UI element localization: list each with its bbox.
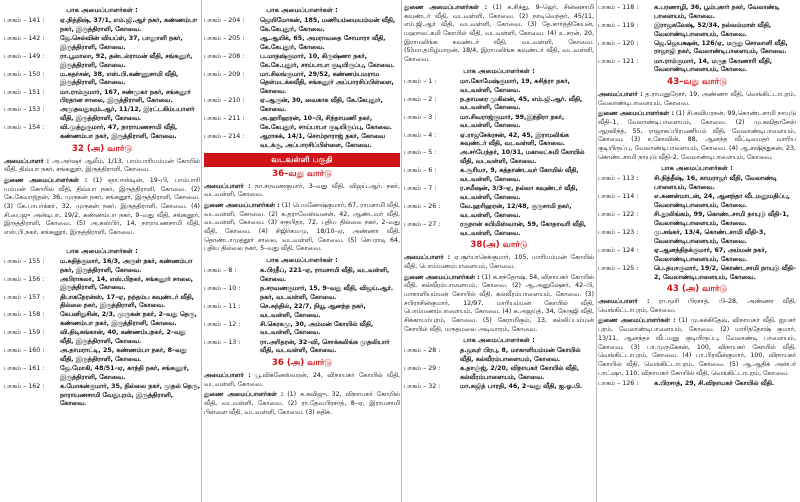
booth-number: பாகம் – 125 : (598, 264, 639, 272)
booth-row (598, 380, 796, 389)
deputy-organizers-paragraph (598, 317, 796, 378)
booth-organizer: அபிராகலா, 14, எஸ்.பிநகர், சங்கனூர் சாலை, இருத்திராளி, கோவை. (60, 275, 194, 292)
booth-organizer: க.மோகன்குமார், 35, தில்லை நகர், முதல் தெரு, நாராயணசாமி வேதுபுரம், இருத்திராளி, கோவை. (60, 382, 200, 408)
deputy-label: துணை அமைப்பாளர்கள் : (598, 317, 676, 325)
booth-organizer: பெ.தயாகுமார், 19/2, கொண்டசாமி நாயுடு வீதி–2, வேலாண்டிபாளையம், கோவை. (654, 264, 796, 281)
booth-row (404, 203, 594, 220)
booth-number: பாகம் – 124 : (598, 246, 639, 254)
booth-organizer: ப.மாதஷ்குமார், 10, கிருஷ்ணா நகர், கே.கே.புதூர், சாய்பாபா குடியிருப்பு, கோவை. (260, 52, 395, 69)
booth-row (4, 383, 200, 409)
booth-organizer: ஜே.மோகி, 48/51–ஏ, காந்தி நகர், சங்கனூர், இருத்திராளி, கோவை. (60, 365, 190, 381)
deputy-text: (1) க.சந்தோஷ், 54, விநாயகர் கோயில் வீதி, கல்வீரம்பாளையம், கோவை. (2) ஆ.அனுஷேகர், 42–பி, மாகாளியம்மன் கோயில் வீதி, கல்வீரம்பாளையம், கோவை. (3) சபிராசின்குமார், 12/97, மாரியம்மன் கோயில் வீதி, பொம்மணம்பாளையம், கோவை. (4) க.அஜய்த், 34, நேருஜி வீதி, சிக்காயம்புரம், கோவை. (5) கேராமிகும், 13, கல்லிப்பம்மன் கோயில் வீதி, மருதமலை அடிவாரம், கோவை. (404, 273, 594, 333)
booth-number: பாகம் – 122 : (598, 211, 639, 219)
booth-number: பாகம் – 161 : (4, 365, 45, 373)
booth-list (598, 4, 796, 75)
booth-list (598, 380, 796, 389)
booth-number: பாகம் – 156 : (4, 275, 45, 283)
booth-row (404, 114, 594, 131)
column-1 (4, 4, 200, 502)
booth-number: பாகம் – 28 : (404, 347, 441, 355)
booth-number: பாகம் – 209 : (204, 70, 245, 78)
booth-organizer: ரகுநான் சுபிமிஸ்வான், 59, கோதாவரி வீதி, வடவள்ளி, கோவை. (460, 220, 587, 237)
booth-organizer: வி.திடிசுங்கான், 40, கண்ணம்பநகர், 2–வது வீதி, இருத்திராளி, கோவை. (60, 329, 186, 346)
deputy-organizers-paragraph (404, 274, 594, 335)
booth-organizer: அ.சர்பேந்தர், 10/31, மகாலட்சுமி கோயில் வீதி, வடவள்ளி, கோவை. (460, 149, 585, 166)
booth-number: பாகம் – 158 : (4, 311, 45, 319)
booth-list (4, 258, 200, 409)
section-heading: பாக அமைப்பாளர்கள் : (66, 6, 138, 14)
booth-number: பாகம் – 12 : (204, 320, 241, 328)
booth-number: பாகம் – 153 : (4, 106, 45, 114)
deputy-text: (1) சி.கவியரசன், 99,கொண்டசாமி நாயுடு வீதி–1, வேலாண்டிபாளையம், கோவை. (2) மு.கவிதாசேஸ் ஆரவிந்த், 55, ராஜாசுப்பிரமணியம் வீதி, வேலாண்டிபாளையம், கோவை. (3) ச.கோவின், 88, ஆனந்த வீட்டிமைதர் வாரிய குடியிருப்பு, வேலாண்டிபாளையம், கோவை. (4) ஆ.சஷித்துகன், 23, கொண்டசாமி நாயுடு வீதி–2, வேலாண்டிபாளையம், கோவை. (598, 110, 796, 161)
booth-organizer: ஏ.நித்திஷ், 37/1, எம்.ஜி.ஆர் நகர், கண்ணம்பா நகர், இருத்திராளி, கோவை. (60, 17, 198, 33)
booth-number: பாகம் – 155 : (4, 257, 45, 265)
booth-organizer: இராஜசுலேஷ், 52/34, நல்லம்மாள் வீதி, வேலாண்டிபாளையம், கோவை. (654, 21, 772, 38)
booth-organizer: வி.முத்துகுமார், 47, நாராயணசாமி வீதி, கண்ணம்பா நகர், இருத்திராளி, கோவை. (60, 124, 178, 141)
booth-number: பாகம் – 1 : (404, 77, 437, 85)
booth-number: பாகம் – 121 : (598, 57, 639, 65)
booth-organizer: மா.சுஜித் பாரதி, 46, 2–வது வீதி, ஐ.ஓ.பி. (460, 383, 583, 391)
organizer-label: அமைப்பாளர் : (404, 254, 451, 262)
booth-row (204, 115, 400, 132)
booth-number: பாகம் – 113 : (598, 175, 639, 183)
booth-row (204, 97, 400, 114)
booth-organizer: மா.கோமேஷ்குமார், 19, சுசித்ரா நகர், வடவள்ளி, கோவை. (460, 77, 570, 94)
booth-number: பாகம் – 26 : (404, 203, 441, 211)
ward-heading: 43–வது வார்டு (667, 77, 727, 87)
booth-number: பாகம் – 142 : (4, 34, 45, 42)
booth-row (4, 329, 200, 346)
booth-number: பாகம் – 211 : (204, 115, 245, 123)
booth-row (404, 132, 594, 149)
booth-organizer: ந.சரவணகுமார், 15, 9–வது வீதி, விஜய்.ஆர். நகர், வடவள்ளி, கோவை. (260, 285, 394, 301)
booth-number: பாகம் – 29 : (404, 365, 441, 373)
deputy-organizers-paragraph (404, 4, 594, 65)
booth-row (598, 229, 796, 246)
deputy-label: துணை அமைப்பாளர்கள் : (404, 273, 480, 281)
booth-number: பாகம் – 154 : (4, 124, 45, 132)
booth-number: பாகம் – 162 : (4, 382, 45, 390)
booth-list (598, 175, 796, 282)
booth-row (4, 106, 200, 123)
booth-row (598, 58, 796, 75)
booth-number: பாகம் – 204 : (204, 17, 245, 25)
booth-organizer: ஜெயிமோகன், 185, மணியம்மையம்மன் வீதி, கே.கேபுதூர், கோவை. (260, 17, 396, 33)
booth-row (598, 175, 796, 192)
booth-organizer: மா.சிவராஜ்குமார், 99,இந்திரா நகர், வடவள்ளி, கோவை. (460, 113, 565, 130)
deputy-organizers-paragraph (4, 177, 200, 238)
booth-row (204, 71, 400, 97)
booth-organizer: க.பரணாழி, 36, பூம்புகார் நகர், வேலாண்டி பாளையம், கோவை. (654, 4, 780, 20)
organizer-text: ரா.மூரி பிரசாத், பி–28, அண்ணா வீதி, வெங்கிட்டாபுரம், கோவை. (598, 298, 796, 314)
booth-row (4, 35, 200, 52)
booth-organizer: ஏ.ஆருன், 30, வைகாக வீதி, கே.கேபுதூர், கோவை. (260, 97, 383, 113)
deputy-label: துணை அமைப்பாளர்கள் : (204, 201, 280, 209)
booth-organizer: எ.சுணன்மாடன், 24, ஆனந்தா வீடமனுமதிப்பு, வேலாண்டிபாளையம், கோவை. (654, 193, 791, 210)
deputy-organizers-paragraph (598, 110, 796, 162)
organizer-paragraph (598, 91, 796, 108)
area-banner: வடவள்ளி பகுதி (204, 153, 400, 166)
booth-row (404, 365, 594, 382)
booth-number: பாகம் – 10 : (204, 285, 241, 293)
booth-organizer: ரா.பூமாலா, 92, தன்டல்ராமன் வீதி, சங்கனூர், இருத்திராளி, கோவை. (60, 52, 193, 69)
booth-row (4, 258, 200, 275)
booth-number: பாகம் – 13 : (204, 338, 241, 346)
booth-row (204, 17, 400, 34)
booth-number: பாகம் – 141 : (4, 17, 45, 25)
booth-number: பாகம் – 4 : (404, 131, 437, 139)
booth-row (4, 71, 200, 88)
column-3 (404, 4, 594, 502)
organizer-paragraph (4, 158, 200, 175)
booth-row (598, 265, 796, 282)
deputy-text: (1) க.சுவிஜு, 32, விநாயகர் கோயில் வீதி, வடவள்ளி, கோவை. (2) ரா.தேவபிரசாத், 8–ஏ, இராமசாமி பிள்ளை வீதி, வடவள்ளி, கோவை. (3) சுதிக். (204, 391, 400, 416)
booth-organizer: அ.ஹரிஹரன், 10–பி, சிந்தாமணி நகர், கே.கேபுதூர், சாய்பாபா குடியிருப்பு, கோவை. (260, 115, 392, 131)
booth-number: பாகம் – 214 : (204, 133, 245, 141)
booth-list (404, 347, 594, 391)
ward-heading: 36 (அ) வார்டு (271, 358, 333, 369)
booth-list (404, 78, 594, 238)
booth-row (4, 17, 200, 34)
booth-organizer: செ.சுந்தில், 22/7, நியூ ஆனந்த நகர், வடவள்ளி, கோவை. (260, 302, 366, 319)
organizer-text: அ.அர்ஷர் ஆலீம், 1/13, பாம்பாரியம்மன் கோயில் வீதி, திவ்யா நகர், சங்கனூர், இருத்திராளி, கோவை. (4, 157, 200, 174)
booth-organizer: ஆ.ஆயிக், 65, அமராவதை சோமாரா வீதி, கே.கேபுதூர், கோவை. (260, 34, 386, 51)
deputy-text: (1) க.சிந்து, 9–ஜெர், சின்னசாமி கவுண்டர் வீதி, வடவள்ளி, கோவை. (2) நாடிவெந்தர், 45/11, எம்.ஜி.ஆர் வீதி, வடவள்ளி, கோவை. (3) தே.சார்த்திகேயன், மஹாலட்சுமி கோயில் வீதி, வடவள்ளி, கோவை. (4) உ.சரன், 20, இராமலிங்க சுவுண்டர் வீதி, வடவள்ளி, கோவை. (5)மா.தமிழ்மாறன், 18/4, இராமலிங்க சுவுண்டர் வீதி, வடவள்ளி, கோவை. (404, 4, 594, 64)
booth-row (4, 311, 200, 328)
booth-row (598, 22, 796, 39)
booth-number: பாகம் – 27 : (404, 220, 441, 228)
deputy-text: (1) மு.சுக்கிதேவ், விநாயகர் வீதி, ஐயசர் புரம், வேலாண்டிபாளையம், கோவை. (2) மாரித்தோஷ் குமார், 13/11, ஆனந்தா வீடமனு குடியிருப்பு, வேலாண்டி பாளையம், கோவை. (3) பா.முருகேசன், 100, விநாயகர் கோயில் வீதி, வெங்கிட்டாபுரம், கோவை. (4) பா.பிரவீன்குமார், 100, விநாயகர் கோயில் வீதி, வெங்கிட்டாபுரம், கோவை. (5) ஆ.ஆதிக் அன்பர் பாட்ஷா, 110, விநாயகர் கோயில் வீதி, வெங்கிட்டாபுரம், கோவை. (598, 317, 796, 377)
booth-row (204, 285, 400, 302)
organizer-label: அமைப்பாளர் : (4, 157, 50, 165)
booth-row (598, 211, 796, 228)
booth-number: பாகம் – 126 : (598, 380, 639, 388)
booth-organizer: ஜெ.ஜெயக்ஷன், 126/ஏ, மருது சொலாளி வீதி, ராஜாஜி நகர், வேலாண்டிபாளையம், கோவை. (654, 39, 788, 56)
organizer-label: அமைப்பாளர் : (204, 182, 251, 190)
column-4 (598, 4, 796, 502)
booth-number: பாகம் – 151 : (4, 88, 45, 96)
booth-number: பாகம் – 205 : (204, 34, 245, 42)
booth-organizer: ந.தாமரை முகிலன், 45, எம்.ஜி.ஆர். வீதி, வடவள்ளி, கோவை. (460, 95, 583, 112)
booth-number: பாகம் – 11 : (204, 302, 241, 310)
ward-heading: 38(அ) வார்டு (470, 240, 528, 251)
organizer-label: அமைப்பாளர் : (204, 371, 251, 379)
booth-organizer: க.தாஞ்ஜ், 2/20, விநாயகர் கோயில் வீதி, கல்வீரம்பாளையம், கோவை. (460, 365, 580, 381)
booth-row (404, 167, 594, 184)
booth-organizer: மு.சங்கர், 13/4, கொண்டசாமி வீதி–3, வேலாண்டிபாளையம், கோவை. (654, 229, 766, 245)
booth-organizer: ம.சுதர்சன், 38, எஸ்.பி.கண்ணுசாமி வீதி, இருத்திராளி, கோவை. (60, 70, 179, 87)
booth-number: பாகம் – 120 : (598, 39, 639, 47)
section-heading: பாக அமைப்பாளர்கள் : (463, 66, 535, 75)
booth-row (204, 53, 400, 70)
organizer-text: த.ராமனுரேசர், 19, அண்ணா வீதி, வெங்கிட்டாபுரம், வேலாண்டிபாளையம், கோவை. (598, 90, 796, 107)
booth-organizer: திபாகநேரன்ஸ், 17–ஏ, நந்தம்ப கவுண்டர் வீதி, தில்லை நகர், இருத்திராளி, கோவை. (60, 293, 195, 310)
booth-row (4, 365, 200, 382)
booth-organizer: ம.சுதித்குமார், 16/3, அருள் நகர், கண்ணம்பா நகர், இருத்திராளி, கோவை. (60, 257, 193, 274)
organizer-label: அமைப்பாளர் : (598, 298, 650, 306)
booth-number: பாகம் – 2 : (404, 95, 437, 103)
booth-row (4, 53, 200, 70)
booth-row (204, 339, 400, 356)
booth-organizer: சி.கெரகமு, 30, அம்மன் கோயில் வீதி, வடவள்ளி, கோவை. (260, 320, 374, 337)
booth-row (204, 303, 400, 320)
booth-organizer: அமுதவதுவும்.ஆர், 11/12, இரட்டகிம்பபாளர் வீதி, இருத்திராளி, கோவை. (60, 106, 195, 123)
booth-organizer: வே.ஹரிஹரன், 12/48, குருசாமி நகர், வடவள்ளி, கோவை. (460, 203, 572, 219)
column-divider (596, 0, 597, 502)
section-heading: பாக அமைப்பாளர்கள் : (266, 6, 338, 14)
booth-row (404, 96, 594, 113)
deputy-label: துணை அமைப்பாளர்கள் : (404, 4, 488, 11)
booth-organizer: த.ஜவுர் பிரபு, 8, மாகாளியம்மன் கோயில் வீதி, கல்வீரம்பாளையம், கோவை. (460, 347, 581, 364)
organizer-paragraph (204, 372, 400, 389)
booth-organizer: அ.தாமராட்டி, 25, கண்ணம்பா நகர், 8–வது வீதி, இருத்திராளி, கோவை. (60, 347, 187, 363)
booth-number: பாகம் – 210 : (204, 97, 245, 105)
booth-number: பாகம் – 32 : (404, 383, 441, 391)
booth-organizer: ஜே.செல்வின் வியப்ள், 37, பாலுாளி நகர், இருத்திராளி, கோவை. (60, 34, 183, 51)
deputy-label: துணை அமைப்பாளர்கள் : (4, 176, 88, 184)
booth-number: பாகம் – 118 : (598, 4, 639, 11)
booth-row (404, 347, 594, 364)
booth-row (204, 267, 400, 284)
booth-number: பாகம் – 123 : (598, 229, 639, 237)
ward-heading: 36–வது வார்டு (272, 168, 332, 179)
organizer-text: ஏ.சூர்யாசெக்குமார், 105, மாரியம்மன் கோயில் வீதி, பொம்மணம்பாளையம், கோவை. (404, 254, 594, 270)
column-2 (204, 4, 400, 502)
organizer-paragraph (404, 254, 594, 271)
section-heading: பாக அமைப்பாளர்கள் : (463, 336, 535, 345)
booth-number: பாகம் – 114 : (598, 193, 639, 201)
booth-row (204, 321, 400, 338)
booth-organizer: கேபனிதுசின், 2/3, முருகன் நகர், 2–வது தெரு, கண்ணம்பா நகர், இருத்திராளி, கோவை. (60, 311, 197, 328)
booth-organizer: ரா.அரிதரன், 32–வி, சொக்கலிங்க முதலியார் வீதி, வடவள்ளி, கோவை. (260, 338, 390, 355)
booth-number: பாகம் – 208 : (204, 52, 245, 60)
booth-organizer: க.பிரசாத், 29, சி.விநாயகர் கோயில் வீதி. (654, 380, 775, 388)
organizer-text: பூ.விக்னேஸ்வரன், 24, விநாயகர் கோயில் வீதி, வடவள்ளி, கோவை. (204, 371, 400, 388)
booth-number: பாகம் – 159 : (4, 329, 45, 337)
booth-number: பாகம் – 160 : (4, 347, 45, 355)
booth-number: பாகம் – 157 : (4, 293, 45, 301)
booth-organizer: ஏ.ஆனந்திதக்குமார், 67, அம்மன் நகர், வேலாண்டிபாளையம், கோவை. (654, 246, 768, 263)
booth-number: பாகம் – 149 : (4, 52, 45, 60)
booth-row (404, 383, 594, 392)
booth-list (204, 267, 400, 356)
booth-organizer: மா.ராம்குமார், 167, சண்முகா நகர், சங்கனூர் பிரதான சாலை, இருத்திராளி, கோவை. (60, 88, 191, 105)
booth-number: பாகம் – 6 : (404, 167, 437, 175)
column-divider (201, 0, 202, 502)
booth-number: பாகம் – 119 : (598, 21, 639, 29)
booth-row (4, 294, 200, 311)
deputy-label: துணை அமைப்பாளர்கள் : (598, 110, 674, 118)
booth-row (404, 221, 594, 238)
booth-organizer: ர.சமீஷன், 3/3–ஏ, நல்லா கவுண்டர் வீதி, வடவள்ளி, கோவை. (460, 185, 578, 201)
booth-number: பாகம் – 3 : (404, 113, 437, 121)
booth-organizer: ஆராசுக், 14/1, சொம்நாராஜ் நகர், கோவை வடக்கு, அப்பாரசிப்பிள்ளை, கோவை. (260, 133, 386, 149)
organizer-text: நா.சரவணகுமார், 3–வது வீதி, விஜய்.ஆர். நகர், வடவள்ளி, கோவை. (204, 182, 400, 199)
booth-number: பாகம் – 7 : (404, 185, 437, 193)
ward-heading: 43 (அ) வார்டு (666, 284, 728, 295)
booth-list (4, 17, 200, 142)
section-heading: பாக அமைப்பாளர்கள் : (266, 256, 338, 265)
deputy-organizers-paragraph (204, 391, 400, 417)
booth-row (404, 78, 594, 95)
booth-row (404, 149, 594, 166)
booth-organizer: க.பிரதீப், 221–ஏ, ராமசாமி வீதி, வடவள்ளி, கோவை. (260, 267, 390, 283)
ward-heading: 32 (அ) வார்டு (71, 143, 133, 154)
booth-number: பாகம் – 8 : (204, 267, 237, 275)
booth-list (204, 17, 400, 150)
booth-organizer: மா.சிலங்குமார், 29/52, கண்ணம்பமராம தெள்மடக்கவீதி, சங்கனூர் அப்பாரசிப்பிள்ளை, கோவை. (260, 70, 394, 96)
booth-number: பாகம் – 5 : (404, 149, 437, 157)
booth-row (4, 124, 200, 141)
deputy-organizers-paragraph (204, 202, 400, 254)
section-heading: பாக அமைப்பாளர்கள் : (66, 246, 138, 255)
booth-organizer: சி.தூலிங்கம், 99, கொண்டசாமி நாயுடு வீதி–1, வேலாண்டிபாளையம், கோவை. (654, 211, 789, 227)
booth-row (204, 35, 400, 52)
booth-organizer: மா.ராம்குமார், 14, மருத கோணாரி வீதி, வேலாண்டிபாளையம், கோவை. (654, 57, 773, 74)
booth-organizer: சி.நித்தீஷ், 16, காமராஜர் வீதி, வேலாண்டி பாளையம், கோவை. (654, 175, 778, 192)
booth-number: பாகம் – 150 : (4, 70, 45, 78)
organizer-paragraph (598, 298, 796, 315)
organizer-paragraph (204, 183, 400, 200)
booth-row (4, 276, 200, 293)
booth-organizer: க.சூரியா, 9, சுத்தாண்டவர் கோயில் வீதி, வடவள்ளி, கோவை. (460, 167, 579, 183)
booth-row (204, 133, 400, 150)
column-divider (401, 0, 402, 502)
booth-row (598, 40, 796, 57)
booth-row (4, 347, 200, 364)
booth-row (598, 247, 796, 264)
booth-row (404, 185, 594, 202)
deputy-label: துணை அமைப்பாளர்கள் : (204, 391, 284, 399)
deputy-text: (1) பெமணேஷ்குமார், 67, ராமசாமி வீதி, வடவள்ளி, கோவை. (2) க.தராவேஸ்வனன், 42, ஆண்டவர் வீதி, வடவள்ளி, கோவை. (3) சரூபிதா, 72, புதிய தில்லை நகர், 2–வது வீதி, கோவை. (4) சிஜிர்கமமு, 18/10–ஏ, அண்ணா வீதி, தொண்டாமுத்தூர் சாலை, வடவள்ளி, கோவை. (5) செபராடி 64, புதிய தில்லை நகர், 5–வது வீதி, கோவை. (204, 201, 400, 253)
booth-row (598, 4, 796, 21)
booth-organizer: ஏ.ராஜசேக்ரசன், 42, 45, இராமலிங்க சுவுண்டர் வீதி, வடவள்ளி, கோவை. (460, 131, 569, 148)
section-heading: பாக அமைப்பாளர்கள் : (661, 164, 733, 173)
booth-row (4, 89, 200, 106)
deputy-text: (1) ஞா.ஈஸ்டின், 19–பி, பாம்பாரி யம்மன் கோயில் வீதி, திவ்யா நகர், இருத்திராளி, கோவை. (2) கே.கேவாஜ்தன், 36, முருகன் நகர், சங்கனூர், இருத்திராளி, கோவை. (3) கே.பாபர்க்கா், 32, முருகன் நகர், இருத்திராளி, கோவை. (4) சி.பைஜு அன்டிபா, 19/2, கண்ணம்பா நகர், 9–வது வீதி, சங்கனூர், இருத்திராளி, கோவை. (5) அ.சுஸ்பிர், 14, நாராயணசாமி வீதி, எஸ்.பி.நகர், சங்கனூர், இருத்திராளி, கோவை. (4, 176, 200, 237)
booth-row (598, 193, 796, 210)
organizer-label: அமைப்பாளர் : (598, 90, 643, 98)
